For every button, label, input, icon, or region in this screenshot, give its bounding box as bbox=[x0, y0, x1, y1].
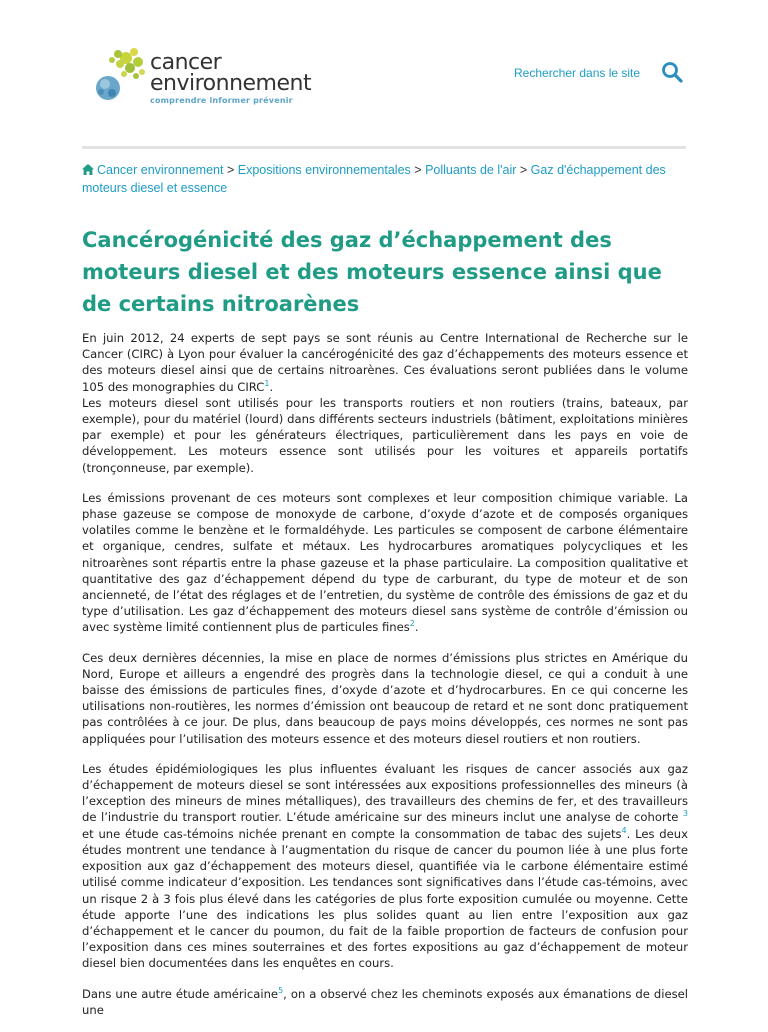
footnote-ref[interactable]: 5 bbox=[278, 985, 284, 995]
article-body bbox=[82, 330, 688, 1032]
header-divider bbox=[82, 146, 686, 149]
text: . bbox=[269, 379, 274, 394]
logo-line-environnement: environnement bbox=[150, 71, 312, 96]
page-title: Cancérogénicité des gaz d’échappement des moteurs diesel et des moteurs essence ainsi que de certains nitroarènes bbox=[82, 228, 662, 316]
paragraph-intro bbox=[82, 330, 688, 476]
text: Les études épidémiologiques les plus influentes évaluant les risques de cancer associés aux gaz d’échappement de moteurs diesel se sont intéressées aux expositions professionnelles des mineurs (à l’exception des mineurs de mines métalliques), des travailleurs des chemins de fer, et des travailleurs de l’industrie du transport routier. L’étude américaine sur des mineurs inclut une analyse de cohorte bbox=[82, 761, 688, 825]
breadcrumb-item-expositions[interactable]: Expositions environnementales bbox=[237, 163, 411, 177]
footnote-ref[interactable]: 1 bbox=[264, 378, 270, 388]
search-site-link[interactable]: Rechercher dans le site bbox=[514, 66, 641, 80]
logo-line-cancer: cancer bbox=[150, 50, 222, 75]
breadcrumb-separator: > bbox=[414, 163, 422, 177]
text: . Les deux études montrent une tendance à l’augmentation du risque de cancer du poumon liée à une plus forte exposition aux gaz d’échappement des moteurs diesel, quantifiée via le carbone élémentaire estimé utilisé comme indicateur d’exposition. Les tendances sont significatives dans l’étude cas-témoins, avec un risque 2 à 3 fois plus élevé dans les catégories de plus forte exposition cumulée ou moyenne. Cette étude apporte l’une des indications les plus solides quant au lien entre l’exposition aux gaz d’échappement et le cancer du poumon, du fait de la faible proportion de facteurs de confusion pour l’exposition dans ces mines souterraines et des fortes expositions au gaz d’échappement de moteur diesel bien documentées dans les enquêtes en cours. bbox=[82, 826, 688, 971]
text: En juin 2012, 24 experts de sept pays se sont réunis au Centre International de Recherche sur le Cancer (CIRC) à Lyon pour évaluer la cancérogénicité des gaz d’échappements des moteurs essence et des moteurs diesel ainsi que de certains nitroarènes. Ces évaluations seront publiées dans le volume 105 des monographies du CIRC bbox=[82, 331, 688, 394]
breadcrumb-item-polluants[interactable]: Polluants de l'air bbox=[425, 163, 517, 177]
breadcrumb bbox=[82, 161, 702, 197]
footnote-ref[interactable]: 3 bbox=[682, 809, 688, 819]
logo-text bbox=[150, 52, 311, 105]
site-logo[interactable] bbox=[92, 44, 312, 124]
text: Les moteurs diesel sont utilisés pour les transports routiers et non routiers (trains, bateaux, par exemple), pour du matériel (lourd) dans différents secteurs industriels (bâtiment, exploitations minières par exemple) et pour les générateurs électriques, particulièrement dans les pays en voie de développement. Les moteurs essence sont utilisés pour les voitures et appareils portatifs (tronçonneuse, par exemple). bbox=[82, 395, 688, 475]
home-icon[interactable] bbox=[82, 164, 94, 175]
footnote-ref[interactable]: 2 bbox=[409, 619, 415, 629]
paragraph-normes: Ces deux dernières décennies, la mise en place de normes d’émissions plus strictes en Amérique du Nord, Europe et ailleurs a engendré des progrès dans la technologie diesel, ce qui a conduit à une baisse des émissions de particules fines, d’oxyde d’azote et d’hydrocarbures. En ce qui concerne les utilisations non-routières, les normes d’émission ont beaucoup de retard et ne sont donc pratiquement pas contrôlées à ce jour. De plus, dans beaucoup de pays moins développés, ces normes ne sont pas appliquées pour l’utilisation des moteurs essence et des moteurs diesel routiers et non routiers. bbox=[82, 650, 688, 746]
text: . bbox=[414, 620, 419, 635]
text: et une étude cas-témoins nichée prenant en compte la consommation de tabac des sujets bbox=[82, 826, 622, 841]
logo-emblem-icon bbox=[92, 44, 152, 114]
breadcrumb-item-gaz[interactable]: Gaz d'échappement des moteurs diesel et essence bbox=[82, 163, 666, 195]
text: Dans une autre étude américaine bbox=[82, 986, 279, 1001]
footnote-ref[interactable]: 4 bbox=[621, 825, 627, 835]
search-icon[interactable] bbox=[660, 60, 684, 84]
paragraph-etudes bbox=[82, 761, 688, 972]
breadcrumb-item-home[interactable]: Cancer environnement bbox=[97, 163, 224, 177]
breadcrumb-separator: > bbox=[519, 163, 528, 177]
paragraph-emissions bbox=[82, 490, 688, 636]
text: Les émissions provenant de ces moteurs sont complexes et leur composition chimique variable. La phase gazeuse se compose de monoxyde de carbone, d’oxyde d’azote et de composés organiques volatiles comme le benzène et le formaldéhyde. Les particules se composent de carbone élémentaire et organique, cendres, sulfate et métaux. Les hydrocarbures aromatiques polycycliques et les nitroarènes sont répartis entre la phase gazeuse et la phase particulaire. La composition qualitative et quantitative des gaz d’échappement dépend du type de carburant, du type de moteur et de son ancienneté, de l’état des réglages et de l’entretien, du système de contrôle des émissions de gaz et du type d’utilisation. Les gaz d’échappement des moteurs diesel sans système de contrôle d’émission ou avec système limité contiennent plus de particules fines bbox=[82, 490, 688, 635]
logo-tagline: comprendre informer prévenir bbox=[150, 96, 293, 105]
text: , on a observé chez les cheminots exposés aux émanations de diesel une bbox=[82, 986, 688, 1017]
breadcrumb-separator: > bbox=[226, 163, 235, 177]
paragraph-cheminots bbox=[82, 986, 688, 1018]
